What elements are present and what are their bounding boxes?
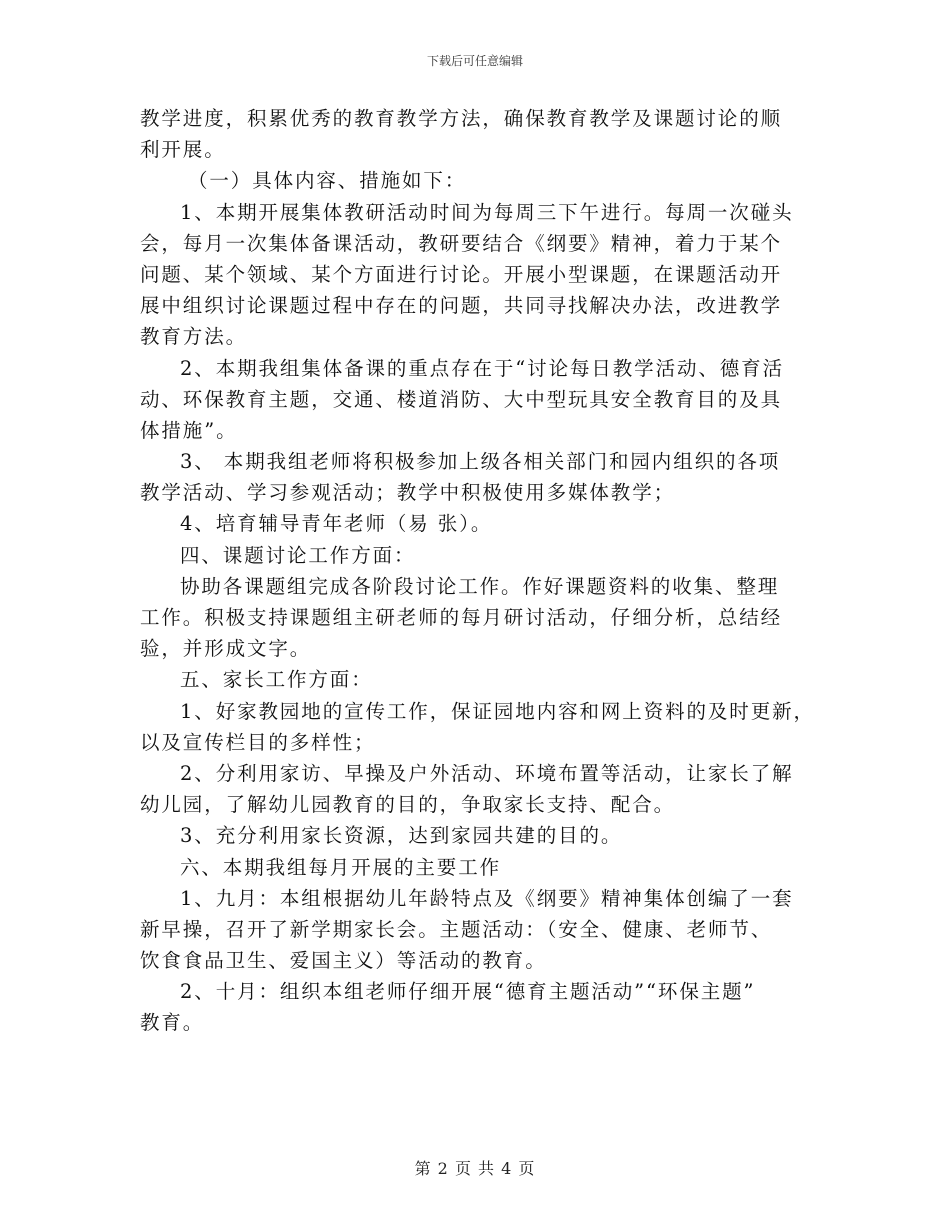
- text-line: 教学进度，积累优秀的教育教学方法，确保教育教学及课题讨论的顺: [140, 107, 783, 130]
- text-line: 体措施”。: [140, 418, 238, 442]
- text-line: 教学活动、学习参观活动；教学中积极使用多媒体教学；: [140, 481, 676, 505]
- document-body: [140, 103, 815, 1039]
- text-line: 饮食食品卫生、爱国主义）等活动的教育。: [140, 949, 547, 973]
- text-line: 展中组织讨论课题过程中存在的问题，共同寻找解决办法，改进教学: [140, 294, 783, 318]
- text-line: 2、分利用家访、早操及户外活动、环境布置等活动，让家长了解: [180, 761, 794, 785]
- text-line: 3、 本期我组老师将积极参加上级各相关部门和园内组织的各项: [180, 450, 781, 474]
- text-line: 1、本期开展集体教研活动时间为每周三下午进行。每周一次碰头: [180, 200, 794, 224]
- text-line: 教育。: [140, 1011, 205, 1035]
- page-number-footer: 第 2 页 共 4 页: [414, 1159, 536, 1178]
- text-line: 动、环保教育主题，交通、楼道消防、大中型玩具安全教育目的及具: [140, 387, 783, 411]
- text-line: 四、课题讨论工作方面：: [180, 543, 416, 567]
- text-line: 六、本期我组每月开展的主要工作: [180, 855, 502, 879]
- text-line: （一）具体内容、措施如下：: [188, 169, 467, 193]
- text-line: 4、培育辅导青年老师（易 张）。: [180, 512, 493, 536]
- text-line: 会，每月一次集体备课活动，教研要结合《纲要》精神，着力于某个: [140, 231, 783, 255]
- text-line: 教育方法。: [140, 325, 248, 349]
- text-line: 协助各课题组完成各阶段讨论工作。作好课题资料的收集、整理: [180, 574, 780, 598]
- text-line: 3、充分利用家长资源，达到家园共建的目的。: [180, 824, 623, 848]
- text-line: 2、十月：组织本组老师仔细开展“德育主题活动”“环保主题”: [180, 980, 756, 1004]
- text-line: 工作。积极支持课题组主研老师的每月研讨活动，仔细分析，总结经: [140, 606, 783, 629]
- text-line: 五、家长工作方面：: [180, 668, 373, 692]
- text-line: 幼儿园，了解幼儿园教育的目的，争取家长支持、配合。: [140, 793, 676, 817]
- text-line: 2、本期我组集体备课的重点存在于“讨论每日教学活动、德育活: [180, 356, 784, 380]
- text-line: 1、九月：本组根据幼儿年龄特点及《纲要》精神集体创编了一套: [180, 886, 794, 910]
- text-line: 以及宣传栏目的多样性；: [140, 730, 376, 754]
- text-line: 1、好家教园地的宣传工作，保证园地内容和网上资料的及时更新，: [180, 699, 815, 723]
- text-line: 利开展。: [140, 138, 226, 162]
- page-header-note: 下载后可任意编辑: [426, 54, 523, 68]
- text-line: 验，并形成文字。: [140, 637, 312, 661]
- text-line: 问题、某个领域、某个方面进行讨论。开展小型课题，在课题活动开: [140, 262, 783, 286]
- text-line: 新早操，召开了新学期家长会。主题活动：（安全、健康、老师节、: [140, 917, 773, 941]
